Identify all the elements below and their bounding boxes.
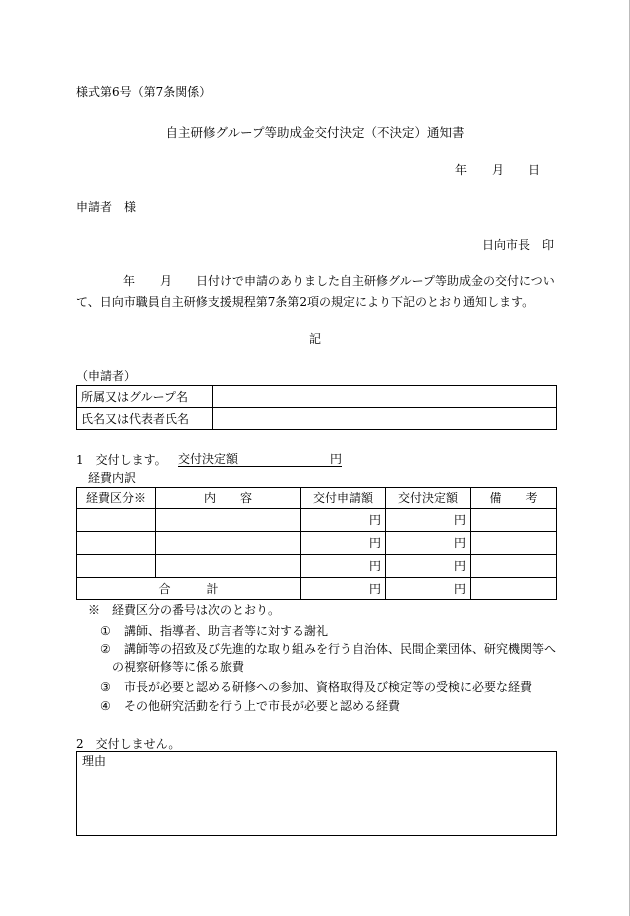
header-content: 内 容 [156, 488, 301, 509]
category-cell[interactable] [77, 555, 156, 578]
category-cell[interactable] [77, 532, 156, 555]
applicant-label: （申請者） [76, 369, 137, 383]
remarks-cell[interactable] [471, 555, 557, 578]
decision-amount-label: 交付決定額 [178, 452, 239, 466]
affiliation-field[interactable] [213, 386, 557, 408]
note-text: その他研究活動を行う上で市長が必要と認める経費 [124, 699, 401, 713]
date-year: 年 [455, 163, 468, 177]
ki-heading: 記 [308, 332, 321, 346]
expense-table [76, 487, 557, 600]
decision-amount-line [178, 452, 342, 467]
header-expense-category: 経費区分※ [77, 488, 156, 509]
decided-amount-cell[interactable]: 円 [386, 555, 471, 578]
header-decided-amount: 交付決定額 [386, 488, 471, 509]
representative-name-field[interactable] [213, 408, 557, 430]
applicant-row-label: 所属又はグループ名 [77, 386, 213, 408]
decided-amount-cell[interactable]: 円 [386, 532, 471, 555]
requested-amount-cell[interactable]: 円 [301, 555, 386, 578]
content-cell[interactable] [156, 532, 301, 555]
note-number: ③ [100, 680, 111, 694]
document-title: 自主研修グループ等助成金交付決定（不決定）通知書 [165, 125, 465, 140]
note-text-continued: の視察研修等に係る旅費 [112, 660, 245, 674]
total-row [77, 578, 557, 600]
category-cell[interactable] [77, 509, 156, 532]
header-requested-amount: 交付申請額 [301, 488, 386, 509]
body-month: 月 [160, 274, 173, 288]
header-remarks: 備 考 [471, 488, 557, 509]
decided-amount-cell[interactable]: 円 [386, 509, 471, 532]
content-cell[interactable] [156, 509, 301, 532]
table-row [77, 532, 557, 555]
note-number: ① [100, 624, 111, 638]
form-number: 様式第6号（第7条関係） [76, 85, 212, 99]
applicant-row [77, 408, 557, 430]
note-text: 講師等の招致及び先進的な取り組みを行う自治体、民間企業団体、研究機関等へ [124, 642, 557, 656]
remarks-cell[interactable] [471, 532, 557, 555]
reason-label: 理由 [82, 754, 107, 768]
note-text: 講師、指導者、助言者等に対する謝礼 [124, 624, 329, 638]
total-decided-cell[interactable]: 円 [386, 578, 471, 600]
content-cell[interactable] [156, 555, 301, 578]
table-header-row [77, 488, 557, 509]
total-label: 合 計 [77, 578, 301, 600]
note-number: ④ [100, 699, 111, 713]
section2-heading: 2 交付しません。 [76, 737, 181, 751]
total-remarks-cell[interactable] [471, 578, 557, 600]
total-requested-cell[interactable]: 円 [301, 578, 386, 600]
notes-intro: ※ 経費区分の番号は次のとおり。 [88, 603, 281, 617]
recipient: 申請者 様 [76, 200, 137, 214]
date-day: 日 [528, 163, 541, 177]
table-row [77, 555, 557, 578]
sender: 日向市長 印 [482, 238, 555, 252]
note-number: ② [100, 642, 111, 656]
breakdown-label: 経費内訳 [88, 471, 137, 485]
body-line2: て、日向市職員自主研修支援規程第7条第2項の規定により下記のとおり通知します。 [76, 295, 535, 309]
note-text: 市長が必要と認める研修への参加、資格取得及び検定等の受検に必要な経費 [124, 680, 533, 694]
section1-heading: 1 交付します。 [76, 453, 167, 467]
body-line1: 日付けで申請のありました自主研修グループ等助成金の交付につい [196, 274, 555, 288]
applicant-table [76, 385, 557, 430]
requested-amount-cell[interactable]: 円 [301, 532, 386, 555]
remarks-cell[interactable] [471, 509, 557, 532]
body-year: 年 [123, 274, 136, 288]
reason-box[interactable] [76, 751, 557, 836]
date-month: 月 [492, 163, 505, 177]
table-row [77, 509, 557, 532]
requested-amount-cell[interactable]: 円 [301, 509, 386, 532]
decision-amount-unit: 円 [329, 452, 342, 466]
applicant-row-label: 氏名又は代表者氏名 [77, 408, 213, 430]
applicant-row [77, 386, 557, 408]
